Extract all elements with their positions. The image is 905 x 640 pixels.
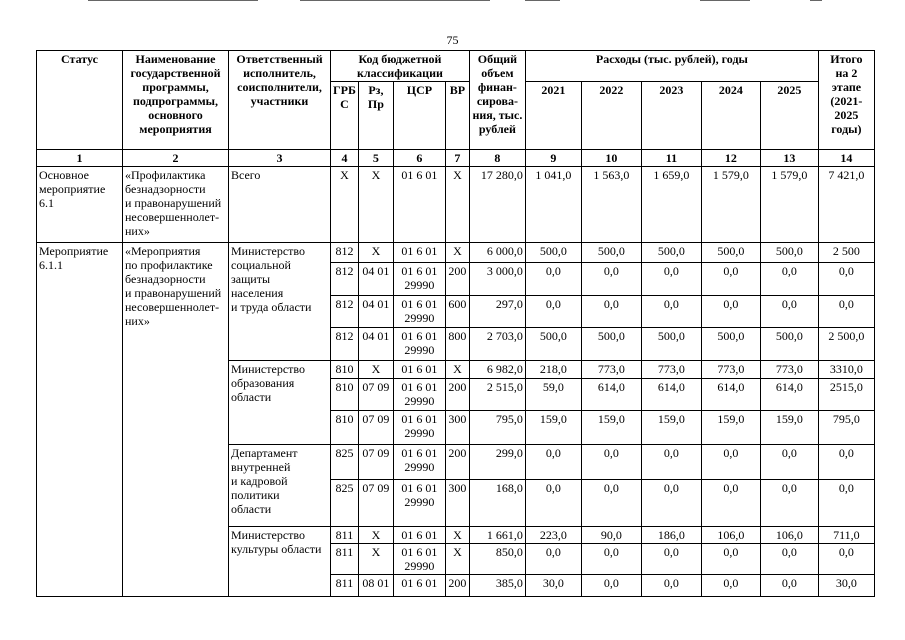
cell-rzpr: 04 01 (358, 328, 393, 361)
cell-2025: 0,0 (760, 575, 818, 597)
scan-edge-line (300, 0, 490, 1)
header-rzpr: Рз, Пр (358, 82, 393, 150)
cell-grbs: 825 (331, 480, 359, 527)
cell-csr: 01 6 01 29990 (393, 544, 445, 575)
cell-vr: 600 (445, 296, 469, 328)
cell-rzpr: X (358, 361, 393, 379)
cell-2021: 0,0 (525, 296, 581, 328)
cell-grbs: 810 (331, 411, 359, 445)
cell-grbs: 812 (331, 296, 359, 328)
cell-total: 3 000,0 (469, 263, 525, 296)
cell-csr: 01 6 01 29990 (393, 263, 445, 296)
cell-2022: 500,0 (581, 243, 641, 263)
cell-itogo: 2515,0 (818, 379, 874, 411)
cell-total: 2 515,0 (469, 379, 525, 411)
cell-rzpr: X (358, 167, 393, 243)
cell-2023: 500,0 (641, 328, 701, 361)
cell-2023: 0,0 (641, 575, 701, 597)
cell-2025: 500,0 (760, 243, 818, 263)
cell-rzpr: X (358, 243, 393, 263)
cell-2024: 0,0 (701, 296, 760, 328)
cell-2024: 773,0 (701, 361, 760, 379)
cell-2024: 159,0 (701, 411, 760, 445)
cell-2021: 0,0 (525, 263, 581, 296)
cell-rzpr: X (358, 527, 393, 544)
cell-2022: 159,0 (581, 411, 641, 445)
cell-2024: 0,0 (701, 445, 760, 480)
scan-edge-line (525, 0, 560, 1)
cell-total: 6 000,0 (469, 243, 525, 263)
cell-2024: 614,0 (701, 379, 760, 411)
cell-2025: 159,0 (760, 411, 818, 445)
header-budget-code: Код бюджетной классификации (331, 51, 470, 82)
column-number: 8 (469, 150, 525, 167)
budget-table (36, 50, 875, 597)
cell-grbs: 812 (331, 328, 359, 361)
cell-2025: 0,0 (760, 544, 818, 575)
cell-itogo: 795,0 (818, 411, 874, 445)
cell-grbs: 811 (331, 575, 359, 597)
cell-2024: 0,0 (701, 575, 760, 597)
cell-vr: 200 (445, 379, 469, 411)
header-executor: Ответственный исполнитель, соисполнители, участники (229, 51, 331, 150)
header-grbs: ГРБ С (331, 82, 359, 150)
cell-2025: 0,0 (760, 480, 818, 527)
cell-rzpr: 04 01 (358, 263, 393, 296)
column-number: 13 (760, 150, 818, 167)
cell-vr: X (445, 361, 469, 379)
cell-2023: 1 659,0 (641, 167, 701, 243)
row-status: Мероприятие 6.1.1 (37, 243, 123, 597)
cell-vr: 300 (445, 411, 469, 445)
cell-vr: X (445, 167, 469, 243)
column-number: 7 (445, 150, 469, 167)
row-executor: Министерство культуры области (229, 527, 331, 597)
cell-itogo: 2 500 (818, 243, 874, 263)
cell-total: 385,0 (469, 575, 525, 597)
cell-total: 6 982,0 (469, 361, 525, 379)
cell-grbs: 811 (331, 527, 359, 544)
row-executor: Департамент внутренней и кадровой политики области (229, 445, 331, 527)
column-number: 2 (123, 150, 229, 167)
cell-2024: 500,0 (701, 328, 760, 361)
cell-2021: 30,0 (525, 575, 581, 597)
cell-2021: 1 041,0 (525, 167, 581, 243)
column-number: 9 (525, 150, 581, 167)
cell-2024: 106,0 (701, 527, 760, 544)
cell-csr: 01 6 01 29990 (393, 296, 445, 328)
cell-rzpr: 07 09 (358, 379, 393, 411)
cell-itogo: 0,0 (818, 445, 874, 480)
cell-grbs: 811 (331, 544, 359, 575)
cell-2021: 218,0 (525, 361, 581, 379)
row-status: Основное мероприятие 6.1 (37, 167, 123, 243)
cell-csr: 01 6 01 29990 (393, 480, 445, 527)
cell-grbs: 825 (331, 445, 359, 480)
cell-2025: 0,0 (760, 263, 818, 296)
cell-2025: 1 579,0 (760, 167, 818, 243)
cell-2021: 159,0 (525, 411, 581, 445)
column-number: 6 (393, 150, 445, 167)
header-expenses: Расходы (тыс. рублей), годы (525, 51, 818, 82)
cell-itogo: 7 421,0 (818, 167, 874, 243)
cell-total: 2 703,0 (469, 328, 525, 361)
cell-total: 17 280,0 (469, 167, 525, 243)
row-executor: Министерство социальной защиты населения и труда области (229, 243, 331, 361)
cell-2022: 0,0 (581, 296, 641, 328)
row-executor: Всего (229, 167, 331, 243)
cell-2023: 159,0 (641, 411, 701, 445)
cell-csr: 01 6 01 29990 (393, 411, 445, 445)
header-total-volume: Общий объем финан- сирова- ния, тыс. рублей (469, 51, 525, 150)
cell-csr: 01 6 01 29990 (393, 445, 445, 480)
cell-2023: 0,0 (641, 263, 701, 296)
cell-total: 1 661,0 (469, 527, 525, 544)
cell-2022: 0,0 (581, 575, 641, 597)
cell-rzpr: 04 01 (358, 296, 393, 328)
cell-total: 168,0 (469, 480, 525, 527)
header-csr: ЦСР (393, 82, 445, 150)
cell-vr: 200 (445, 445, 469, 480)
cell-2024: 500,0 (701, 243, 760, 263)
header-year: 2025 (760, 82, 818, 150)
column-number: 10 (581, 150, 641, 167)
header-year: 2023 (641, 82, 701, 150)
header-year: 2021 (525, 82, 581, 150)
cell-csr: 01 6 01 (393, 527, 445, 544)
cell-2023: 500,0 (641, 243, 701, 263)
header-itogo: Итого на 2 этапе (2021- 2025 годы) (818, 51, 874, 150)
header-year: 2024 (701, 82, 760, 150)
cell-2022: 500,0 (581, 328, 641, 361)
cell-vr: X (445, 544, 469, 575)
cell-csr: 01 6 01 29990 (393, 379, 445, 411)
cell-vr: X (445, 243, 469, 263)
cell-vr: X (445, 527, 469, 544)
cell-csr: 01 6 01 (393, 361, 445, 379)
cell-vr: 300 (445, 480, 469, 527)
column-number: 11 (641, 150, 701, 167)
cell-grbs: X (331, 167, 359, 243)
header-vr: ВР (445, 82, 469, 150)
cell-grbs: 812 (331, 243, 359, 263)
cell-2025: 0,0 (760, 445, 818, 480)
cell-rzpr: 07 09 (358, 480, 393, 527)
cell-itogo: 711,0 (818, 527, 874, 544)
cell-csr: 01 6 01 (393, 575, 445, 597)
cell-rzpr: X (358, 544, 393, 575)
cell-itogo: 2 500,0 (818, 328, 874, 361)
scan-edge-line (810, 0, 822, 1)
cell-rzpr: 08 01 (358, 575, 393, 597)
column-number: 14 (818, 150, 874, 167)
cell-itogo: 3310,0 (818, 361, 874, 379)
header-year: 2022 (581, 82, 641, 150)
cell-total: 299,0 (469, 445, 525, 480)
row-name: «Профилактика безнадзорности и правонарушений несовершеннолет- них» (123, 167, 229, 243)
column-number: 1 (37, 150, 123, 167)
cell-itogo: 0,0 (818, 544, 874, 575)
cell-vr: 800 (445, 328, 469, 361)
cell-itogo: 0,0 (818, 480, 874, 527)
header-name: Наименование государственной программы, подпрограммы, основного мероприятия (123, 51, 229, 150)
scan-edge-line (700, 0, 750, 1)
cell-vr: 200 (445, 263, 469, 296)
cell-2024: 0,0 (701, 544, 760, 575)
cell-2021: 500,0 (525, 243, 581, 263)
cell-2022: 90,0 (581, 527, 641, 544)
cell-total: 297,0 (469, 296, 525, 328)
cell-2023: 0,0 (641, 296, 701, 328)
cell-grbs: 812 (331, 263, 359, 296)
row-name: «Мероприятия по профилактике безнадзорности и правонарушений несовершеннолет- них» (123, 243, 229, 597)
cell-csr: 01 6 01 29990 (393, 328, 445, 361)
cell-total: 795,0 (469, 411, 525, 445)
cell-itogo: 0,0 (818, 263, 874, 296)
cell-2022: 1 563,0 (581, 167, 641, 243)
cell-2022: 773,0 (581, 361, 641, 379)
cell-2024: 1 579,0 (701, 167, 760, 243)
cell-itogo: 0,0 (818, 296, 874, 328)
cell-2025: 614,0 (760, 379, 818, 411)
cell-vr: 200 (445, 575, 469, 597)
cell-2022: 614,0 (581, 379, 641, 411)
column-number: 5 (358, 150, 393, 167)
cell-2025: 106,0 (760, 527, 818, 544)
cell-grbs: 810 (331, 361, 359, 379)
cell-2021: 0,0 (525, 445, 581, 480)
cell-csr: 01 6 01 (393, 243, 445, 263)
header-status: Статус (37, 51, 123, 150)
row-executor: Министерство образования области (229, 361, 331, 445)
cell-2022: 0,0 (581, 263, 641, 296)
column-number: 12 (701, 150, 760, 167)
cell-2021: 0,0 (525, 480, 581, 527)
cell-2024: 0,0 (701, 480, 760, 527)
column-number: 4 (331, 150, 359, 167)
cell-2023: 773,0 (641, 361, 701, 379)
cell-2023: 0,0 (641, 480, 701, 527)
cell-total: 850,0 (469, 544, 525, 575)
table-row (37, 243, 875, 263)
cell-2025: 500,0 (760, 328, 818, 361)
cell-2025: 0,0 (760, 296, 818, 328)
scan-edge-line (88, 0, 258, 1)
header-row-1 (37, 51, 875, 82)
column-number: 3 (229, 150, 331, 167)
cell-rzpr: 07 09 (358, 411, 393, 445)
cell-2022: 0,0 (581, 480, 641, 527)
page-number: 75 (446, 33, 459, 47)
cell-2023: 614,0 (641, 379, 701, 411)
cell-2025: 773,0 (760, 361, 818, 379)
cell-csr: 01 6 01 (393, 167, 445, 243)
cell-2022: 0,0 (581, 544, 641, 575)
cell-rzpr: 07 09 (358, 445, 393, 480)
cell-grbs: 810 (331, 379, 359, 411)
cell-2023: 0,0 (641, 544, 701, 575)
cell-itogo: 30,0 (818, 575, 874, 597)
cell-2023: 0,0 (641, 445, 701, 480)
table-row (37, 167, 875, 243)
cell-2021: 223,0 (525, 527, 581, 544)
cell-2024: 0,0 (701, 263, 760, 296)
cell-2023: 186,0 (641, 527, 701, 544)
cell-2021: 500,0 (525, 328, 581, 361)
column-number-row (37, 150, 875, 167)
cell-2022: 0,0 (581, 445, 641, 480)
cell-2021: 0,0 (525, 544, 581, 575)
cell-2021: 59,0 (525, 379, 581, 411)
